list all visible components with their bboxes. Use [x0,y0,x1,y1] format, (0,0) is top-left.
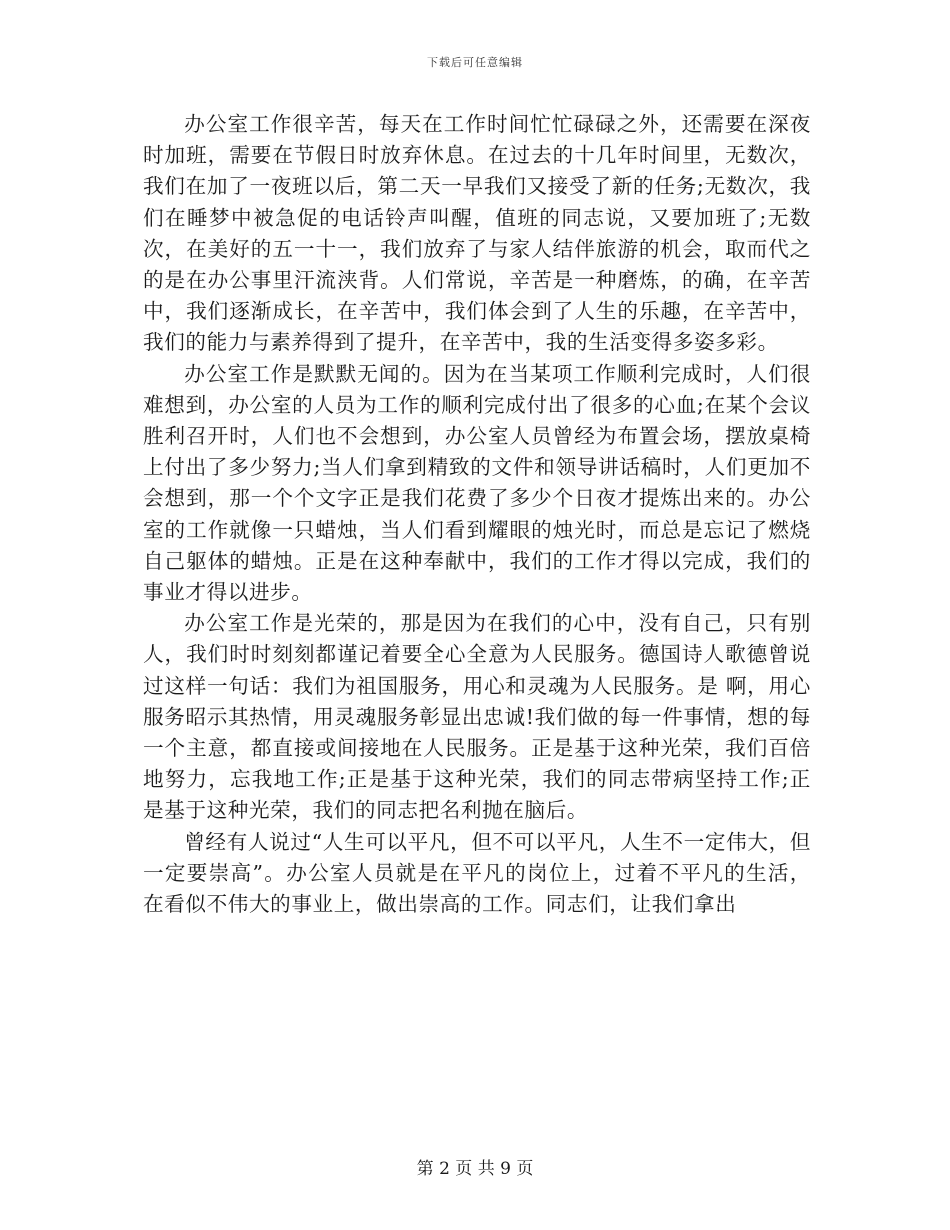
document-body [143,109,811,920]
paragraph-ordinary-noble: 曾经有人说过“人生可以平凡，但不可以平凡，人生不一定伟大，但一定要崇高”。办公室人员就是在平凡的岗位上，过着不平凡的生活，在看似不伟大的事业上，做出崇高的工作。同志们，让我们拿出 [143,829,811,917]
page-number: 第 2 页 共 9 页 [416,1159,534,1179]
page-header-note: 下载后可任意编辑 [427,56,523,69]
paragraph-glorious: 办公室工作是光荣的，那是因为在我们的心中，没有自己，只有别人，我们时时刻刻都谨记着要全心全意为人民服务。德国诗人歌德曾说过这样一句话：我们为祖国服务，用心和灵魂为人民服务。是 啊，用心服务昭示其热情，用灵魂服务彰显出忠诚!我们做的每一件事情，想的每一个主意，都直接或间接地在人民服务。正是基于这种光荣，我们百倍地努力，忘我地工作;正是基于这种光荣，我们的同志带病坚持工作;正是基于这种光荣，我们的同志把名利抛在脑后。 [143,611,811,823]
paragraph-unsung: 办公室工作是默默无闻的。因为在当某项工作顺利完成时，人们很难想到，办公室的人员为工作的顺利完成付出了很多的心血;在某个会议胜利召开时，人们也不会想到，办公室人员曾经为布置会场，摆放桌椅上付出了多少努力;当人们拿到精致的文件和领导讲话稿时，人们更加不会想到，那一个个文字正是我们花费了多少个日夜才提炼出来的。办公室的工作就像一只蜡烛，当人们看到耀眼的烛光时，而总是忘记了燃烧自己躯体的蜡烛。正是在这种奉献中，我们的工作才得以完成，我们的事业才得以进步。 [143,361,811,605]
paragraph-hard-work: 办公室工作很辛苦，每天在工作时间忙忙碌碌之外，还需要在深夜时加班，需要在节假日时放弃休息。在过去的十几年时间里，无数次，我们在加了一夜班以后，第二天一早我们又接受了新的任务;无数次，我们在睡梦中被急促的电话铃声叫醒，值班的同志说，又要加班了;无数次，在美好的五一十一，我们放弃了与家人结伴旅游的机会，取而代之的是在办公事里汗流浃背。人们常说，辛苦是一种磨炼，的确，在辛苦中，我们逐渐成长，在辛苦中，我们体会到了人生的乐趣，在辛苦中，我们的能力与素养得到了提升，在辛苦中，我的生活变得多姿多彩。 [143,112,811,355]
